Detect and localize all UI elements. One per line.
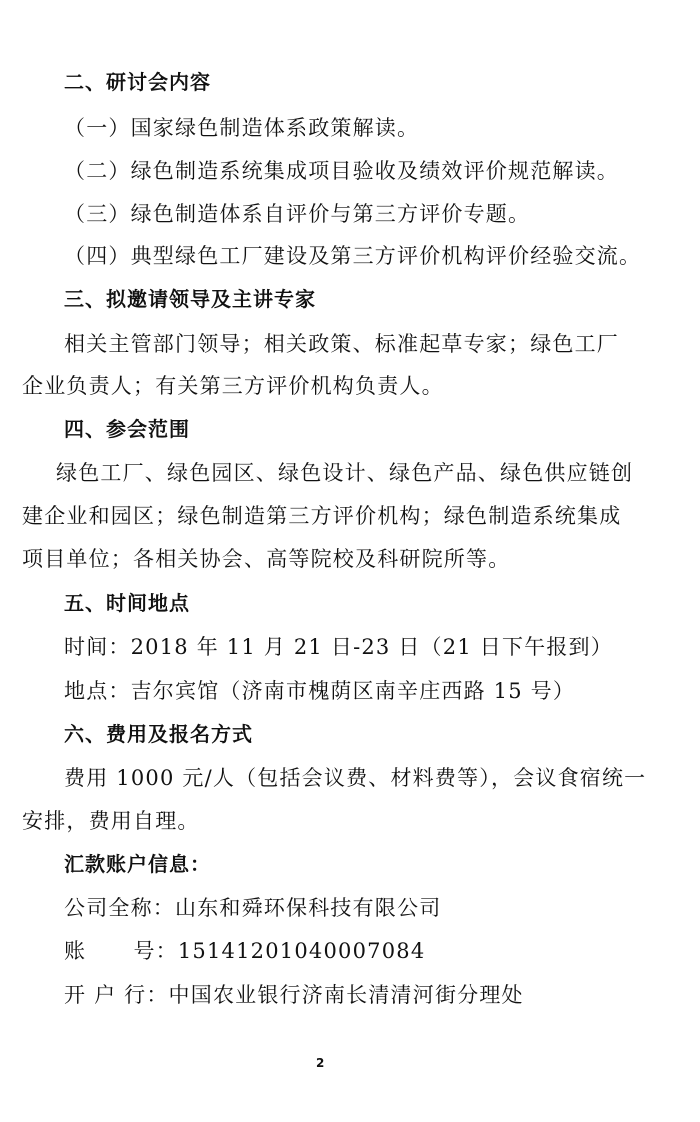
page-number: 2 — [316, 1056, 325, 1070]
bank-line: 开 户 行：中国农业银行济南长清清河街分理处 — [64, 983, 524, 1007]
content-item-4: （四）典型绿色工厂建设及第三方评价机构评价经验交流。 — [64, 244, 642, 268]
section-heading-content: 二、研讨会内容 — [64, 70, 211, 94]
experts-line-1: 相关主管部门领导；相关政策、标准起草专家；绿色工厂 — [64, 332, 619, 356]
content-item-1: （一）国家绿色制造体系政策解读。 — [64, 116, 420, 140]
fees-line-2: 安排，费用自理。 — [22, 809, 200, 833]
account-number-line: 账 号：15141201040007084 — [64, 939, 426, 963]
content-item-3: （三）绿色制造体系自评价与第三方评价专题。 — [64, 202, 531, 226]
company-name-line: 公司全称：山东和舜环保科技有限公司 — [64, 896, 442, 920]
content-item-2: （二）绿色制造系统集成项目验收及绩效评价规范解读。 — [64, 159, 619, 183]
scope-line-3: 项目单位；各相关协会、高等院校及科研院所等。 — [22, 547, 511, 571]
fees-line-1: 费用 1000 元/人（包括会议费、材料费等），会议食宿统一 — [64, 766, 647, 790]
scope-line-2: 建企业和园区；绿色制造第三方评价机构；绿色制造系统集成 — [22, 504, 622, 528]
section-heading-experts: 三、拟邀请领导及主讲专家 — [64, 287, 316, 311]
section-heading-time-place: 五、时间地点 — [64, 591, 190, 615]
time-line: 时间：2018 年 11 月 21 日-23 日（21 日下午报到） — [64, 635, 613, 659]
account-info-heading: 汇款账户信息： — [64, 852, 211, 876]
place-line: 地点：吉尔宾馆（济南市槐荫区南辛庄西路 15 号） — [64, 679, 576, 703]
section-heading-fees: 六、费用及报名方式 — [64, 722, 253, 746]
experts-line-2: 企业负责人；有关第三方评价机构负责人。 — [22, 374, 444, 398]
scope-line-1: 绿色工厂、绿色园区、绿色设计、绿色产品、绿色供应链创 — [56, 461, 634, 485]
section-heading-scope: 四、参会范围 — [64, 417, 190, 441]
